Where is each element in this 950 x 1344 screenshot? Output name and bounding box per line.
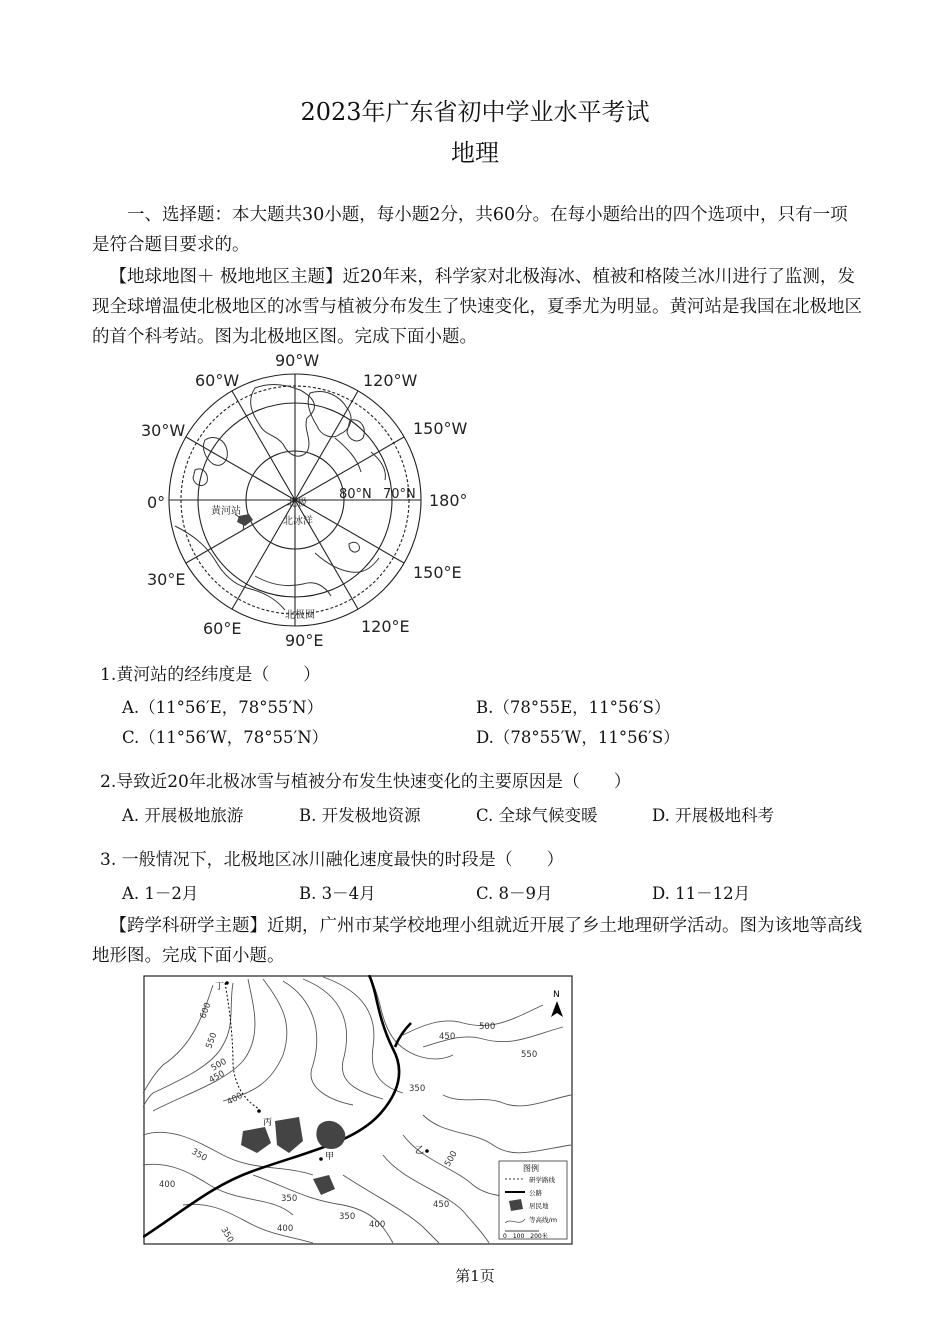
contour-label-450-c: 450	[433, 1200, 450, 1210]
point-ding: 丁	[215, 982, 225, 992]
lon-label-30e: 30°E	[147, 570, 186, 589]
lat-label-80n: 80°N	[339, 487, 372, 502]
group2-intro: 【跨学科研学主题】近期，广州市某学校地理小组就近开展了乡土地理研学活动。图为该地等高线地形图。完成下面小题。	[92, 916, 862, 966]
contour-label-550: 550	[204, 1031, 220, 1051]
question-2-option-c[interactable]: C. 全球气候变暖	[476, 806, 598, 825]
contour-label-450-a: 450	[207, 1068, 227, 1086]
contour-label-450-b: 450	[439, 1032, 456, 1042]
contour-label-350-a: 350	[409, 1084, 426, 1094]
contour-label-350-e: 350	[339, 1212, 356, 1222]
lon-label-0: 0°	[147, 493, 166, 512]
lon-label-180: 180°	[429, 491, 468, 510]
arctic-ocean-label: 北冰洋	[283, 516, 313, 527]
lat-label-70n: 70°N	[383, 487, 416, 502]
station-label: 黄河站	[211, 506, 241, 517]
lon-label-150w: 150°W	[413, 419, 468, 438]
arctic-map	[135, 348, 475, 653]
question-3-stem: 3. 一般情况下，北极地区冰川融化速度最快的时段是（ ）	[100, 850, 564, 870]
question-1-option-d[interactable]: D.（78°55′W，11°56′S）	[476, 728, 680, 747]
legend-road: 公路	[529, 1189, 542, 1197]
lon-label-60w: 60°W	[195, 371, 240, 390]
contour-label-350-c: 350	[281, 1194, 298, 1204]
contour-label-400-a: 400	[225, 1090, 245, 1108]
contour-label-400-d: 400	[369, 1220, 386, 1230]
contour-label-500-b: 500	[479, 1022, 496, 1032]
contour-label-600: 600	[198, 1001, 214, 1021]
question-3-option-a[interactable]: A. 1－2月	[122, 884, 199, 903]
lon-label-120w: 120°W	[363, 371, 418, 390]
contour-label-500-c: 500	[442, 1149, 460, 1169]
question-1-stem: 1.黄河站的经纬度是（ ）	[100, 665, 321, 685]
lon-label-90e: 90°E	[285, 631, 324, 650]
question-1-option-b[interactable]: B.（78°55E，11°56′S）	[476, 698, 671, 717]
question-3-option-c[interactable]: C. 8－9月	[476, 884, 553, 903]
lon-label-150e: 150°E	[413, 563, 462, 582]
point-bing: 丙	[263, 1118, 273, 1128]
legend-scale: 0 100 200米	[503, 1233, 548, 1240]
contour-label-350-d: 350	[218, 1225, 236, 1245]
legend-title: 图例	[523, 1164, 539, 1173]
contour-label-350-b: 350	[189, 1146, 209, 1164]
contour-label-400-b: 400	[159, 1180, 176, 1190]
legend-route: 研学路线	[529, 1176, 555, 1184]
legend-contour: 等高线/m	[529, 1216, 558, 1224]
group1-intro: 【地球地图＋ 极地地区主题】近20年来，科学家对北极海冰、植被和格陵兰冰川进行了监测，发现全球增温使北极地区的冰雪与植被分布发生了快速变化，夏季尤为明显。黄河站是我国在北极地区的首个科考站。图为北极地区图。完成下面小题。	[92, 267, 862, 347]
point-jia: 甲	[325, 1152, 335, 1162]
section-intro: 一、选择题：本大题共30小题，每小题2分，共60分。在每小题给出的四个选项中，只有一项是符合题目要求的。	[92, 205, 848, 255]
legend-settlement: 居民地	[529, 1202, 549, 1210]
lon-label-90w: 90°W	[275, 351, 320, 370]
question-3-option-b[interactable]: B. 3－4月	[299, 884, 376, 903]
contour-label-400-c: 400	[277, 1224, 294, 1234]
contour-label-500-a: 500	[209, 1056, 229, 1074]
question-2-option-d[interactable]: D. 开展极地科考	[652, 806, 775, 825]
page-number: 第1页	[455, 1267, 495, 1285]
legend	[499, 1161, 567, 1240]
question-3-option-d[interactable]: D. 11－12月	[652, 884, 751, 903]
lon-label-120e: 120°E	[361, 617, 410, 636]
north-label: N	[553, 990, 560, 1000]
lon-label-60e: 60°E	[203, 619, 242, 638]
question-1-option-a[interactable]: A.（11°56′E，78°55′N）	[122, 698, 324, 717]
question-2-option-a[interactable]: A. 开展极地旅游	[122, 806, 244, 825]
contour-label-550: 550	[521, 1050, 538, 1060]
question-2-option-b[interactable]: B. 开发极地资源	[299, 806, 421, 825]
contour-map	[143, 975, 573, 1245]
lon-label-30w: 30°W	[141, 421, 186, 440]
question-1-option-c[interactable]: C.（11°56′W，78°55′N）	[122, 728, 329, 747]
subject-title: 地理	[451, 139, 499, 167]
question-2-stem: 2.导致近20年北极冰雪与植被分布发生快速变化的主要原因是（ ）	[100, 772, 631, 792]
north-pole-label: 北极	[287, 498, 307, 509]
point-yi: 乙	[415, 1146, 425, 1156]
arctic-circle-label: 北极圈	[285, 610, 315, 621]
exam-title: 2023年广东省初中学业水平考试	[300, 98, 650, 126]
